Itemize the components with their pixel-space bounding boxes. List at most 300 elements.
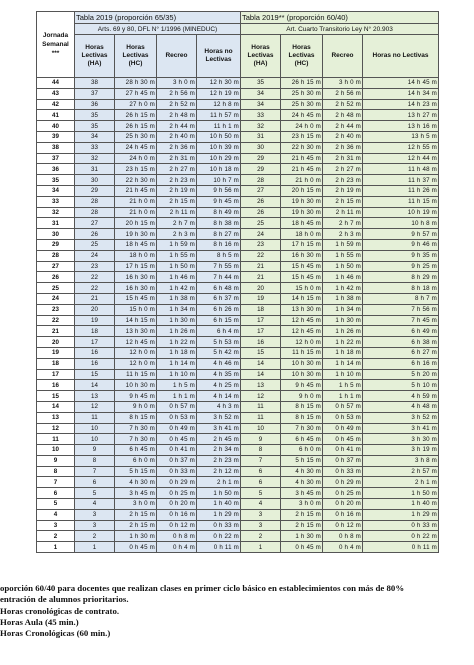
cell-recreo-right: 1 h 42 m — [323, 283, 363, 294]
cell-no-lectivas-left: 12 h 8 m — [197, 99, 241, 110]
cell-no-lectivas-right: 0 h 33 m — [363, 520, 439, 531]
cell-recreo-left: 2 h 56 m — [157, 88, 197, 99]
cell-jornada: 12 — [37, 423, 75, 434]
cell-ha-left: 27 — [75, 218, 115, 229]
cell-ha-right: 14 — [241, 369, 281, 380]
table-row — [37, 542, 439, 553]
cell-hc-right: 10 h 30 m — [281, 358, 323, 369]
cell-no-lectivas-left: 4 h 14 m — [197, 391, 241, 402]
cell-hc-left: 15 h 0 m — [115, 304, 157, 315]
cell-recreo-left: 0 h 29 m — [157, 477, 197, 488]
cell-hc-left: 24 h 45 m — [115, 142, 157, 153]
cell-hc-left: 3 h 0 m — [115, 499, 157, 510]
cell-hc-left: 9 h 45 m — [115, 391, 157, 402]
cell-no-lectivas-left: 5 h 42 m — [197, 347, 241, 358]
cell-jornada: 24 — [37, 293, 75, 304]
cell-ha-right: 15 — [241, 347, 281, 358]
cell-ha-right: 33 — [241, 110, 281, 121]
cell-hc-right: 23 h 15 m — [281, 131, 323, 142]
cell-ha-right: 2 — [241, 531, 281, 542]
jornada-header: Jornada Semanal *** — [37, 12, 75, 78]
cell-no-lectivas-left: 12 h 19 m — [197, 88, 241, 99]
cell-no-lectivas-left: 7 h 44 m — [197, 272, 241, 283]
table-row — [37, 88, 439, 99]
cell-recreo-left: 1 h 5 m — [157, 380, 197, 391]
cell-hc-right: 12 h 45 m — [281, 315, 323, 326]
cell-hc-right: 2 h 15 m — [281, 520, 323, 531]
cell-no-lectivas-left: 6 h 48 m — [197, 283, 241, 294]
cell-ha-left: 35 — [75, 121, 115, 132]
cell-recreo-right: 2 h 7 m — [323, 218, 363, 229]
cell-recreo-right: 0 h 41 m — [323, 445, 363, 456]
cell-ha-right: 35 — [241, 78, 281, 89]
cell-recreo-left: 0 h 41 m — [157, 445, 197, 456]
table-row — [37, 153, 439, 164]
cell-ha-left: 25 — [75, 239, 115, 250]
cell-ha-right: 13 — [241, 380, 281, 391]
table-row — [37, 293, 439, 304]
cell-jornada: 30 — [37, 229, 75, 240]
cell-hc-left: 10 h 30 m — [115, 380, 157, 391]
cell-hc-left: 5 h 15 m — [115, 466, 157, 477]
footnote-1: oporción 60/40 para docentes que realizan clases en primer ciclo básico en establecimientos con más de 80% — [0, 583, 405, 593]
col-header-hc-right: Horas Lectivas (HC) — [281, 35, 323, 78]
cell-hc-right: 20 h 15 m — [281, 185, 323, 196]
cell-hc-left: 11 h 15 m — [115, 369, 157, 380]
cell-ha-left: 10 — [75, 434, 115, 445]
cell-ha-left: 7 — [75, 466, 115, 477]
cell-hc-left: 23 h 15 m — [115, 164, 157, 175]
cell-ha-right: 26 — [241, 207, 281, 218]
cell-hc-left: 27 h 0 m — [115, 99, 157, 110]
cell-no-lectivas-left: 8 h 16 m — [197, 239, 241, 250]
cell-hc-right: 15 h 0 m — [281, 283, 323, 294]
cell-recreo-left: 2 h 27 m — [157, 164, 197, 175]
cell-recreo-right: 0 h 49 m — [323, 423, 363, 434]
cell-ha-left: 22 — [75, 272, 115, 283]
cell-recreo-right: 0 h 57 m — [323, 401, 363, 412]
cell-jornada: 19 — [37, 347, 75, 358]
cell-ha-left: 28 — [75, 196, 115, 207]
cell-no-lectivas-left: 0 h 22 m — [197, 531, 241, 542]
table-row — [37, 304, 439, 315]
cell-hc-right: 21 h 45 m — [281, 164, 323, 175]
table-row — [37, 520, 439, 531]
cell-ha-right: 3 — [241, 520, 281, 531]
cell-ha-right: 12 — [241, 391, 281, 402]
cell-ha-right: 24 — [241, 229, 281, 240]
cell-recreo-right: 2 h 19 m — [323, 185, 363, 196]
cell-no-lectivas-left: 2 h 45 m — [197, 434, 241, 445]
cell-jornada: 17 — [37, 369, 75, 380]
cell-recreo-right: 0 h 45 m — [323, 434, 363, 445]
cell-ha-right: 23 — [241, 239, 281, 250]
cell-ha-right: 32 — [241, 121, 281, 132]
table-row — [37, 445, 439, 456]
col-header-recreo-left: Recreo — [157, 35, 197, 78]
cell-no-lectivas-left: 11 h 57 m — [197, 110, 241, 121]
table-row — [37, 531, 439, 542]
cell-jornada: 40 — [37, 121, 75, 132]
cell-recreo-right: 1 h 46 m — [323, 272, 363, 283]
cell-jornada: 7 — [37, 477, 75, 488]
cell-ha-right: 25 — [241, 218, 281, 229]
cell-hc-left: 15 h 45 m — [115, 293, 157, 304]
cell-jornada: 29 — [37, 239, 75, 250]
cell-hc-right: 24 h 0 m — [281, 121, 323, 132]
table-row — [37, 175, 439, 186]
cell-ha-right: 22 — [241, 250, 281, 261]
cell-ha-right: 14 — [241, 358, 281, 369]
cell-hc-left: 12 h 0 m — [115, 347, 157, 358]
table-row — [37, 423, 439, 434]
table-row — [37, 110, 439, 121]
cell-recreo-right: 1 h 1 m — [323, 391, 363, 402]
table-row — [37, 229, 439, 240]
cell-ha-left: 13 — [75, 391, 115, 402]
table-row — [37, 358, 439, 369]
cell-hc-left: 9 h 0 m — [115, 401, 157, 412]
cell-ha-right: 9 — [241, 434, 281, 445]
cell-jornada: 44 — [37, 78, 75, 89]
cell-jornada: 10 — [37, 445, 75, 456]
table-row — [37, 239, 439, 250]
cell-no-lectivas-left: 6 h 15 m — [197, 315, 241, 326]
cell-ha-left: 2 — [75, 531, 115, 542]
cell-no-lectivas-right: 12 h 55 m — [363, 142, 439, 153]
cell-recreo-left: 2 h 48 m — [157, 110, 197, 121]
cell-recreo-left: 0 h 8 m — [157, 531, 197, 542]
cell-jornada: 11 — [37, 434, 75, 445]
table-row — [37, 142, 439, 153]
cell-recreo-right: 0 h 33 m — [323, 466, 363, 477]
cell-ha-right: 29 — [241, 153, 281, 164]
cell-no-lectivas-left: 1 h 40 m — [197, 499, 241, 510]
cell-recreo-right: 1 h 14 m — [323, 358, 363, 369]
cell-hc-right: 19 h 30 m — [281, 196, 323, 207]
table-row — [37, 207, 439, 218]
cell-hc-left: 1 h 30 m — [115, 531, 157, 542]
table-row — [37, 499, 439, 510]
cell-ha-right: 26 — [241, 196, 281, 207]
cell-no-lectivas-right: 6 h 16 m — [363, 358, 439, 369]
cell-no-lectivas-right: 3 h 52 m — [363, 412, 439, 423]
cell-no-lectivas-right: 2 h 1 m — [363, 477, 439, 488]
cell-hc-right: 10 h 30 m — [281, 369, 323, 380]
cell-hc-left: 13 h 30 m — [115, 326, 157, 337]
table-row — [37, 326, 439, 337]
cell-hc-left: 7 h 30 m — [115, 434, 157, 445]
cell-jornada: 15 — [37, 391, 75, 402]
cell-jornada: 42 — [37, 99, 75, 110]
cell-ha-right: 4 — [241, 499, 281, 510]
cell-recreo-right: 0 h 8 m — [323, 531, 363, 542]
cell-ha-left: 5 — [75, 488, 115, 499]
cell-jornada: 41 — [37, 110, 75, 121]
cell-hc-right: 25 h 30 m — [281, 99, 323, 110]
cell-jornada: 25 — [37, 283, 75, 294]
cell-recreo-right: 2 h 31 m — [323, 153, 363, 164]
cell-no-lectivas-left: 10 h 50 m — [197, 131, 241, 142]
cell-recreo-right: 2 h 27 m — [323, 164, 363, 175]
cell-recreo-left: 1 h 34 m — [157, 304, 197, 315]
cell-ha-left: 34 — [75, 131, 115, 142]
cell-hc-left: 19 h 30 m — [115, 229, 157, 240]
cell-recreo-right: 2 h 40 m — [323, 131, 363, 142]
cell-recreo-left: 0 h 45 m — [157, 434, 197, 445]
cell-recreo-left: 1 h 46 m — [157, 272, 197, 283]
cell-hc-right: 13 h 30 m — [281, 304, 323, 315]
cell-hc-right: 12 h 0 m — [281, 337, 323, 348]
cell-no-lectivas-right: 4 h 48 m — [363, 401, 439, 412]
cell-ha-left: 36 — [75, 99, 115, 110]
cell-hc-left: 20 h 15 m — [115, 218, 157, 229]
cell-no-lectivas-left: 11 h 1 m — [197, 121, 241, 132]
cell-recreo-right: 1 h 34 m — [323, 304, 363, 315]
cell-recreo-left: 2 h 3 m — [157, 229, 197, 240]
cell-hc-right: 4 h 30 m — [281, 466, 323, 477]
cell-ha-left: 29 — [75, 185, 115, 196]
cell-no-lectivas-left: 4 h 25 m — [197, 380, 241, 391]
cell-recreo-right: 0 h 53 m — [323, 412, 363, 423]
footnote-3: Horas cronológicas de contrato. — [0, 605, 120, 616]
cell-recreo-left: 2 h 44 m — [157, 121, 197, 132]
cell-ha-left: 21 — [75, 293, 115, 304]
cell-no-lectivas-right: 5 h 20 m — [363, 369, 439, 380]
cell-recreo-right: 0 h 16 m — [323, 509, 363, 520]
cell-ha-right: 11 — [241, 401, 281, 412]
cell-ha-right: 31 — [241, 131, 281, 142]
cell-hc-right: 2 h 15 m — [281, 509, 323, 520]
cell-hc-right: 22 h 30 m — [281, 142, 323, 153]
cell-hc-left: 16 h 30 m — [115, 283, 157, 294]
cell-hc-left: 6 h 45 m — [115, 445, 157, 456]
cell-ha-left: 28 — [75, 207, 115, 218]
cell-recreo-right: 1 h 18 m — [323, 347, 363, 358]
cell-hc-left: 16 h 30 m — [115, 272, 157, 283]
table-row — [37, 218, 439, 229]
cell-ha-left: 9 — [75, 445, 115, 456]
cell-hc-right: 0 h 45 m — [281, 542, 323, 553]
table-title-left: Tabla 2019 (proporción 65/35) — [75, 12, 241, 24]
cell-recreo-left: 1 h 22 m — [157, 337, 197, 348]
cell-no-lectivas-left: 0 h 11 m — [197, 542, 241, 553]
cell-hc-left: 21 h 0 m — [115, 207, 157, 218]
cell-hc-right: 21 h 0 m — [281, 175, 323, 186]
table-subtitle-right: Art. Cuarto Transitorio Ley N° 20.903 — [241, 24, 439, 35]
cell-recreo-left: 1 h 14 m — [157, 358, 197, 369]
col-header-ha-right: Horas Lectivas (HA) — [241, 35, 281, 78]
cell-no-lectivas-right: 7 h 45 m — [363, 315, 439, 326]
table-row — [37, 466, 439, 477]
cell-recreo-right: 1 h 59 m — [323, 239, 363, 250]
cell-no-lectivas-left: 8 h 27 m — [197, 229, 241, 240]
cell-hc-left: 8 h 15 m — [115, 412, 157, 423]
cell-ha-left: 22 — [75, 283, 115, 294]
cell-no-lectivas-left: 4 h 3 m — [197, 401, 241, 412]
cell-no-lectivas-left: 9 h 45 m — [197, 196, 241, 207]
cell-no-lectivas-left: 1 h 50 m — [197, 488, 241, 499]
cell-recreo-left: 2 h 19 m — [157, 185, 197, 196]
table-row — [37, 337, 439, 348]
table-row — [37, 121, 439, 132]
table-row — [37, 401, 439, 412]
cell-hc-right: 18 h 0 m — [281, 229, 323, 240]
table-row — [37, 477, 439, 488]
cell-ha-left: 11 — [75, 412, 115, 423]
cell-recreo-right: 0 h 12 m — [323, 520, 363, 531]
cell-no-lectivas-left: 6 h 26 m — [197, 304, 241, 315]
cell-no-lectivas-left: 8 h 5 m — [197, 250, 241, 261]
cell-no-lectivas-left: 3 h 52 m — [197, 412, 241, 423]
cell-jornada: 4 — [37, 509, 75, 520]
table-row — [37, 380, 439, 391]
cell-ha-right: 21 — [241, 261, 281, 272]
cell-jornada: 28 — [37, 250, 75, 261]
cell-ha-left: 10 — [75, 423, 115, 434]
cell-ha-left: 30 — [75, 175, 115, 186]
cell-hc-left: 4 h 30 m — [115, 477, 157, 488]
cell-jornada: 27 — [37, 261, 75, 272]
cell-no-lectivas-right: 11 h 37 m — [363, 175, 439, 186]
cell-jornada: 23 — [37, 304, 75, 315]
cell-ha-right: 30 — [241, 142, 281, 153]
cell-hc-left: 24 h 0 m — [115, 153, 157, 164]
table-row — [37, 488, 439, 499]
cell-ha-left: 8 — [75, 455, 115, 466]
cell-no-lectivas-right: 8 h 18 m — [363, 283, 439, 294]
cell-hc-left: 7 h 30 m — [115, 423, 157, 434]
cell-recreo-right: 1 h 38 m — [323, 293, 363, 304]
cell-recreo-left: 0 h 12 m — [157, 520, 197, 531]
cell-no-lectivas-right: 1 h 40 m — [363, 499, 439, 510]
cell-no-lectivas-right: 9 h 46 m — [363, 239, 439, 250]
cell-no-lectivas-left: 12 h 30 m — [197, 78, 241, 89]
cell-ha-left: 4 — [75, 499, 115, 510]
cell-hc-left: 12 h 45 m — [115, 337, 157, 348]
cell-recreo-left: 1 h 18 m — [157, 347, 197, 358]
cell-recreo-left: 2 h 52 m — [157, 99, 197, 110]
cell-hc-left: 21 h 0 m — [115, 196, 157, 207]
cell-hc-left: 18 h 0 m — [115, 250, 157, 261]
cell-recreo-left: 1 h 42 m — [157, 283, 197, 294]
cell-no-lectivas-right: 1 h 29 m — [363, 509, 439, 520]
cell-no-lectivas-right: 3 h 8 m — [363, 455, 439, 466]
table-row — [37, 99, 439, 110]
cell-hc-left: 26 h 15 m — [115, 121, 157, 132]
cell-recreo-right: 2 h 3 m — [323, 229, 363, 240]
cell-no-lectivas-right: 4 h 59 m — [363, 391, 439, 402]
table-row — [37, 412, 439, 423]
cell-ha-right: 16 — [241, 337, 281, 348]
table-row — [37, 250, 439, 261]
cell-recreo-left: 2 h 31 m — [157, 153, 197, 164]
cell-hc-left: 25 h 30 m — [115, 131, 157, 142]
table-row — [37, 434, 439, 445]
cell-jornada: 35 — [37, 175, 75, 186]
cell-recreo-left: 2 h 23 m — [157, 175, 197, 186]
cell-hc-left: 14 h 15 m — [115, 315, 157, 326]
cell-jornada: 31 — [37, 218, 75, 229]
cell-jornada: 9 — [37, 455, 75, 466]
cell-ha-right: 8 — [241, 445, 281, 456]
cell-jornada: 39 — [37, 131, 75, 142]
cell-recreo-left: 2 h 40 m — [157, 131, 197, 142]
cell-ha-right: 17 — [241, 315, 281, 326]
table-row — [37, 315, 439, 326]
cell-hc-right: 9 h 0 m — [281, 391, 323, 402]
table-row — [37, 261, 439, 272]
cell-ha-right: 11 — [241, 412, 281, 423]
cell-recreo-right: 2 h 44 m — [323, 121, 363, 132]
cell-hc-right: 1 h 30 m — [281, 531, 323, 542]
cell-ha-left: 19 — [75, 315, 115, 326]
cell-ha-right: 10 — [241, 423, 281, 434]
cell-no-lectivas-right: 12 h 44 m — [363, 153, 439, 164]
cell-no-lectivas-right: 13 h 5 m — [363, 131, 439, 142]
cell-ha-left: 15 — [75, 369, 115, 380]
cell-ha-right: 1 — [241, 542, 281, 553]
footnote-5: Horas Cronológicas (60 min.) — [0, 628, 111, 639]
cell-recreo-left: 2 h 15 m — [157, 196, 197, 207]
cell-no-lectivas-left: 10 h 18 m — [197, 164, 241, 175]
cell-recreo-right: 2 h 56 m — [323, 88, 363, 99]
cell-no-lectivas-left: 10 h 29 m — [197, 153, 241, 164]
cell-recreo-left: 1 h 55 m — [157, 250, 197, 261]
cell-jornada: 20 — [37, 337, 75, 348]
cell-no-lectivas-right: 9 h 35 m — [363, 250, 439, 261]
cell-hc-left: 6 h 0 m — [115, 455, 157, 466]
cell-jornada: 18 — [37, 358, 75, 369]
cell-no-lectivas-right: 0 h 11 m — [363, 542, 439, 553]
cell-no-lectivas-right: 14 h 23 m — [363, 99, 439, 110]
cell-jornada: 21 — [37, 326, 75, 337]
cell-no-lectivas-right: 10 h 19 m — [363, 207, 439, 218]
cell-no-lectivas-right: 5 h 10 m — [363, 380, 439, 391]
cell-ha-left: 32 — [75, 153, 115, 164]
cell-no-lectivas-right: 13 h 27 m — [363, 110, 439, 121]
cell-recreo-right: 1 h 10 m — [323, 369, 363, 380]
cell-no-lectivas-right: 3 h 19 m — [363, 445, 439, 456]
cell-hc-right: 6 h 45 m — [281, 434, 323, 445]
cell-no-lectivas-left: 1 h 29 m — [197, 509, 241, 520]
cell-hc-left: 3 h 45 m — [115, 488, 157, 499]
cell-recreo-left: 0 h 49 m — [157, 423, 197, 434]
cell-recreo-left: 0 h 20 m — [157, 499, 197, 510]
cell-hc-left: 0 h 45 m — [115, 542, 157, 553]
table-row — [37, 164, 439, 175]
cell-jornada: 38 — [37, 142, 75, 153]
cell-hc-right: 11 h 15 m — [281, 347, 323, 358]
cell-recreo-left: 0 h 53 m — [157, 412, 197, 423]
cell-hc-left: 2 h 15 m — [115, 509, 157, 520]
cell-recreo-right: 2 h 23 m — [323, 175, 363, 186]
cell-recreo-right: 0 h 29 m — [323, 477, 363, 488]
cell-hc-left: 28 h 30 m — [115, 78, 157, 89]
cell-jornada: 22 — [37, 315, 75, 326]
cell-ha-right: 18 — [241, 304, 281, 315]
col-header-ha-left: Horas Lectivas (HA) — [75, 35, 115, 78]
cell-no-lectivas-left: 2 h 1 m — [197, 477, 241, 488]
cell-no-lectivas-right: 8 h 29 m — [363, 272, 439, 283]
cell-recreo-left: 1 h 26 m — [157, 326, 197, 337]
cell-recreo-right: 0 h 37 m — [323, 455, 363, 466]
cell-no-lectivas-left: 2 h 12 m — [197, 466, 241, 477]
cell-no-lectivas-left: 2 h 23 m — [197, 455, 241, 466]
cell-ha-left: 3 — [75, 520, 115, 531]
workload-table-sheet — [36, 11, 438, 553]
cell-ha-right: 21 — [241, 272, 281, 283]
